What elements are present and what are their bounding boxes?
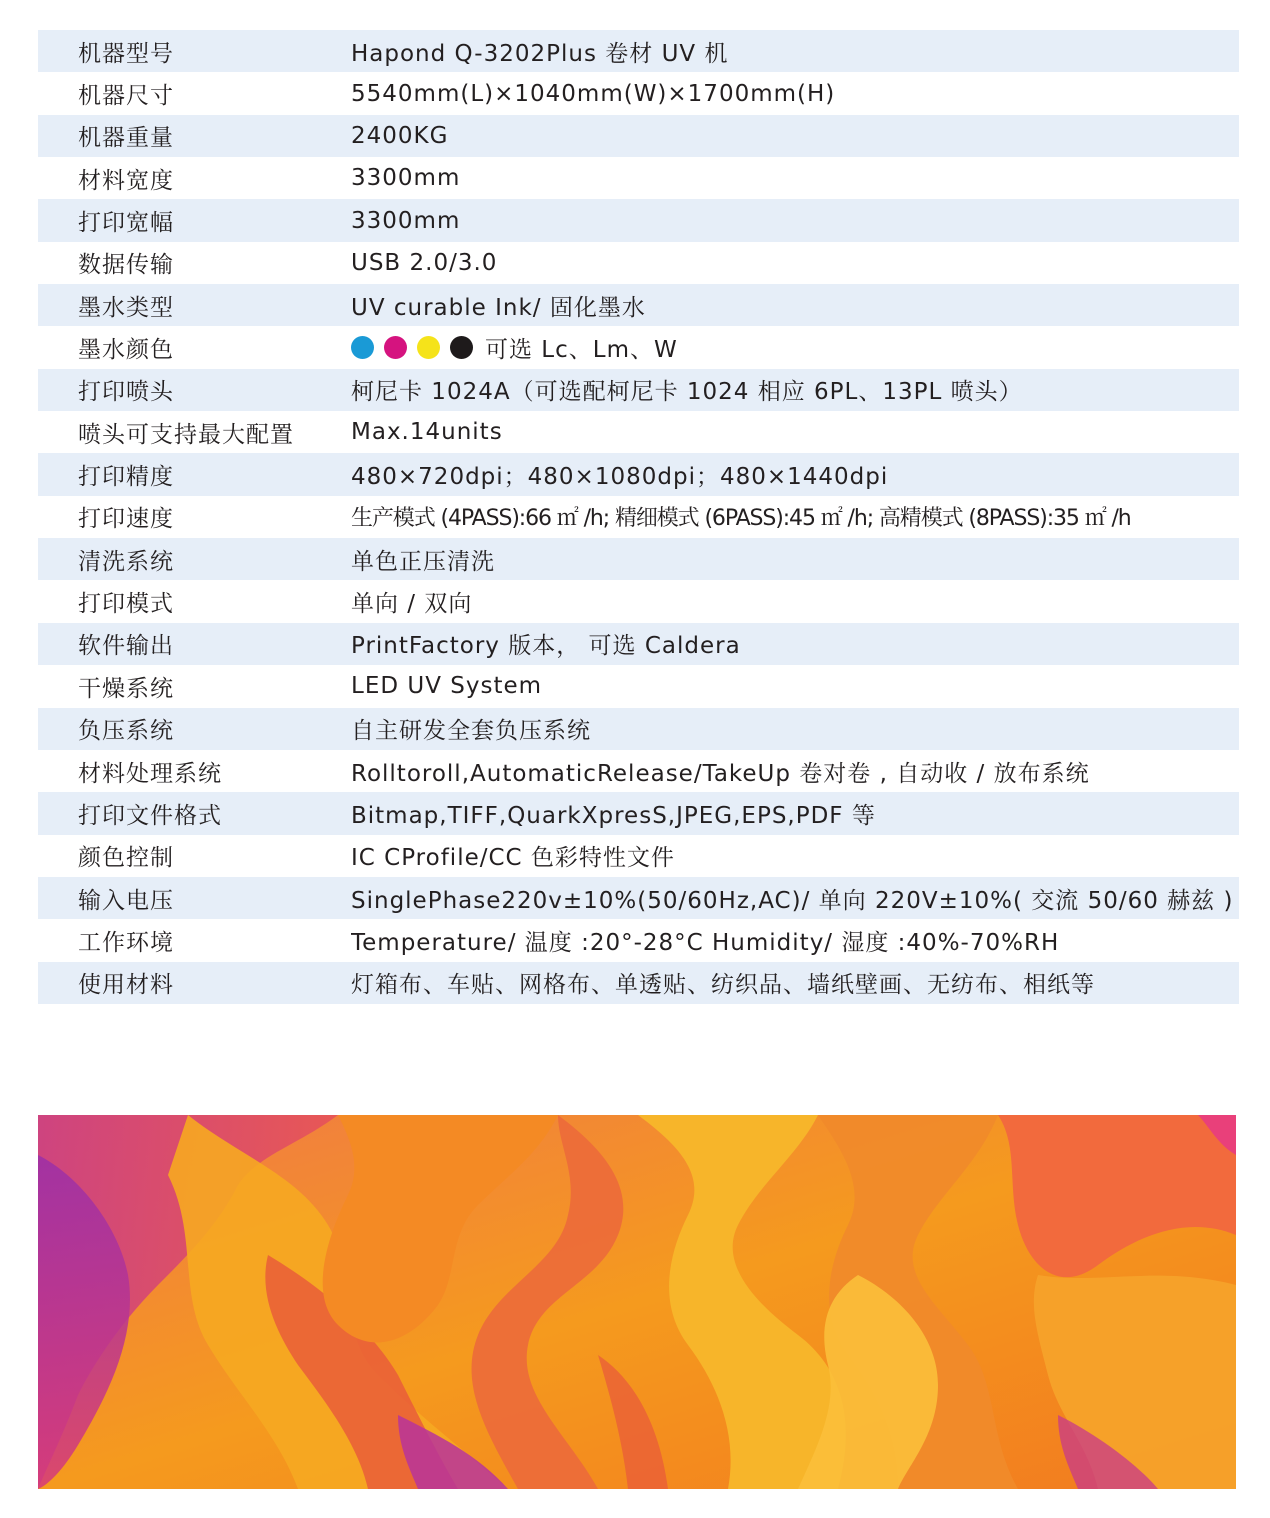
- spec-value: 灯箱布、车贴、网格布、单透贴、纺织品、墙纸壁画、无纺布、相纸等: [351, 972, 1095, 999]
- spec-row-cleaning: [38, 538, 1239, 580]
- spec-label: 软件输出: [78, 633, 174, 660]
- spec-value: 3300mm: [351, 207, 461, 234]
- spec-value: UV curable Ink/ 固化墨水: [351, 294, 646, 321]
- spec-row-materials: [38, 962, 1239, 1004]
- spec-label: 打印喷头: [78, 379, 174, 406]
- spec-value: Max.14units: [351, 419, 503, 446]
- spec-row-model: [38, 30, 1239, 72]
- spec-label: 颜色控制: [78, 845, 174, 872]
- spec-label: 打印速度: [78, 506, 174, 533]
- spec-value: 2400KG: [351, 122, 449, 149]
- spec-value: IC CProfile/CC 色彩特性文件: [351, 845, 675, 872]
- spec-label: 工作环境: [78, 929, 174, 956]
- spec-row-material-width: [38, 157, 1239, 199]
- spec-value: PrintFactory 版本， 可选 Caldera: [351, 633, 741, 660]
- spec-label: 干燥系统: [78, 675, 174, 702]
- spec-row-max-heads: [38, 411, 1239, 453]
- spec-label: 机器型号: [78, 40, 174, 67]
- spec-row-resolution: [38, 453, 1239, 495]
- spec-label: 清洗系统: [78, 548, 174, 575]
- spec-row-file-formats: [38, 792, 1239, 834]
- spec-value: 480×720dpi；480×1080dpi；480×1440dpi: [351, 464, 889, 491]
- abstract-fluid-artwork: [38, 1115, 1236, 1489]
- spec-label: 材料处理系统: [78, 760, 222, 787]
- spec-value: 可选 Lc、Lm、W: [485, 337, 678, 364]
- spec-value: 自主研发全套负压系统: [351, 718, 591, 745]
- spec-row-media-handling: [38, 750, 1239, 792]
- spec-row-color-control: [38, 835, 1239, 877]
- spec-value: 柯尼卡 1024A（可选配柯尼卡 1024 相应 6PL、13PL 喷头）: [351, 379, 1023, 406]
- spec-row-weight: [38, 115, 1239, 157]
- spec-label: 机器尺寸: [78, 83, 174, 110]
- spec-row-data-transfer: [38, 242, 1239, 284]
- spec-label: 数据传输: [78, 252, 174, 279]
- ink-dot-magenta-icon: [384, 336, 407, 359]
- spec-value: Bitmap,TIFF,QuarkXpresS,JPEG,EPS,PDF 等: [351, 802, 876, 829]
- spec-row-vacuum: [38, 708, 1239, 750]
- spec-row-drying: [38, 665, 1239, 707]
- spec-value: USB 2.0/3.0: [351, 249, 498, 276]
- spec-row-environment: [38, 919, 1239, 961]
- spec-value: 5540mm(L)×1040mm(W)×1700mm(H): [351, 80, 836, 107]
- spec-value: Rolltoroll,AutomaticRelease/TakeUp 卷对卷 , 自动收 / 放布系统: [351, 760, 1090, 787]
- spec-row-voltage: [38, 877, 1239, 919]
- spec-value: Temperature/ 温度 :20°-28°C Humidity/ 湿度 :40%-70%RH: [351, 929, 1060, 956]
- spec-value-ink-colors: [351, 331, 1239, 364]
- spec-value: LED UV System: [351, 673, 543, 700]
- ink-dot-black-icon: [450, 336, 473, 359]
- spec-label: 打印文件格式: [78, 802, 222, 829]
- spec-row-print-speed: [38, 496, 1239, 538]
- spec-value: SinglePhase220v±10%(50/60Hz,AC)/ 单向 220V±10%( 交流 50/60 赫兹 ): [351, 887, 1234, 914]
- spec-row-print-head: [38, 369, 1239, 411]
- abstract-fluid-art-image: [38, 1115, 1236, 1489]
- ink-dot-yellow-icon: [417, 336, 440, 359]
- spec-value: 生产模式 (4PASS):66 ㎡ /h; 精细模式 (6PASS):45 ㎡ /h; 高精模式 (8PASS):35 ㎡ /h: [351, 506, 1131, 532]
- spec-label: 材料宽度: [78, 167, 174, 194]
- spec-label: 机器重量: [78, 125, 174, 152]
- spec-value: 单色正压清洗: [351, 548, 495, 575]
- spec-value: Hapond Q-3202Plus 卷材 UV 机: [351, 40, 729, 67]
- spec-row-print-width: [38, 199, 1239, 241]
- spec-label: 墨水颜色: [78, 337, 174, 364]
- spec-label: 打印宽幅: [78, 210, 174, 237]
- spec-row-print-mode: [38, 580, 1239, 622]
- spec-row-dimensions: [38, 72, 1239, 114]
- spec-row-software: [38, 623, 1239, 665]
- spec-table: [38, 30, 1239, 1004]
- spec-label: 输入电压: [78, 887, 174, 914]
- spec-label: 墨水类型: [78, 294, 174, 321]
- spec-value: 单向 / 双向: [351, 591, 473, 618]
- spec-label: 负压系统: [78, 718, 174, 745]
- spec-row-ink-type: [38, 284, 1239, 326]
- spec-label: 打印模式: [78, 591, 174, 618]
- spec-row-ink-colors: [38, 326, 1239, 368]
- spec-label: 喷头可支持最大配置: [78, 421, 294, 448]
- ink-dot-cyan-icon: [351, 336, 374, 359]
- spec-label: 使用材料: [78, 972, 174, 999]
- spec-label: 打印精度: [78, 464, 174, 491]
- spec-value: 3300mm: [351, 165, 461, 192]
